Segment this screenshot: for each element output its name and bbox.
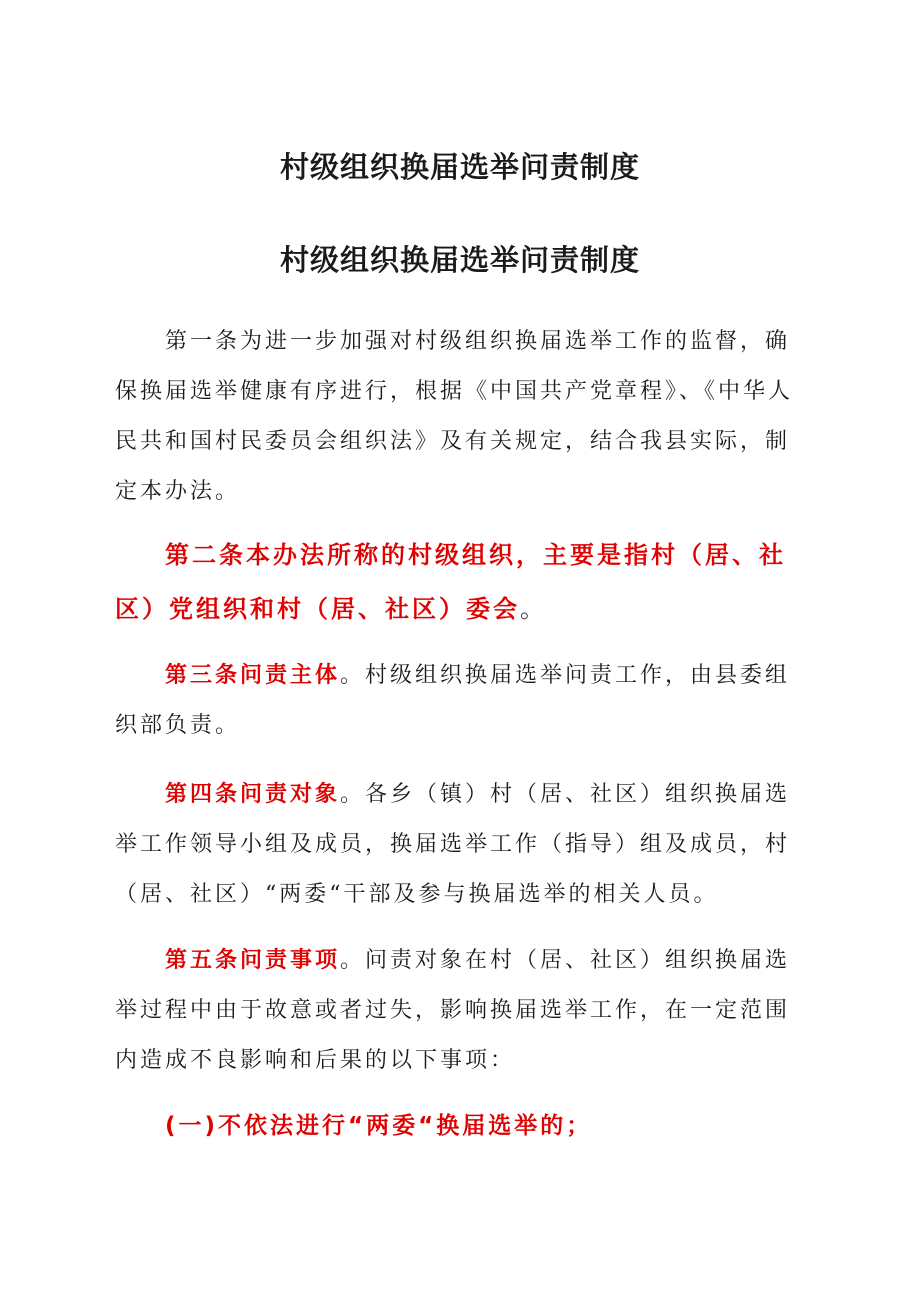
item-1-text: (一)不依法进行“两委“换届选举的； xyxy=(165,1113,593,1139)
item-1-paragraph xyxy=(115,1101,805,1151)
article-3-paragraph xyxy=(115,651,805,751)
article-2-paragraph xyxy=(115,528,805,636)
article-3-body: 。村级组织换届选举问责工作，由县委组织部负责。 xyxy=(115,663,791,738)
article-5-body: 。问责对象在村（居、社区）组织换届选举过程中由于故意或者过失，影响换届选举工作，在一定范围内造成不良影响和后果的以下事项： xyxy=(115,948,791,1073)
article-4-paragraph xyxy=(115,770,805,920)
article-1-paragraph xyxy=(115,317,805,517)
article-4-body: 。各乡（镇）村（居、社区）组织换届选举工作领导小组及成员，换届选举工作（指导）组及成员，村（居、社区）“两委“干部及参与换届选举的相关人员。 xyxy=(115,782,791,907)
article-1-text: 第一条为进一步加强对村级组织换届选举工作的监督，确保换届选举健康有序进行，根据《中国共产党章程》、《中华人民共和国村民委员会组织法》及有关规定，结合我县实际，制定本办法。 xyxy=(115,329,794,504)
article-5-heading: 第五条问责事项 xyxy=(165,948,341,973)
article-2-text: 第二条本办法所称的村级组织，主要是指村（居、社区）党组织和村（居、社区）委会 xyxy=(115,541,786,623)
article-2-tail: 。 xyxy=(520,595,547,623)
article-5-paragraph xyxy=(115,936,805,1086)
article-4-heading: 第四条问责对象 xyxy=(165,782,341,807)
article-3-heading: 第三条问责主体 xyxy=(165,663,341,688)
document-subtitle: 村级组织换届选举问责制度 xyxy=(279,243,640,277)
document-title: 村级组织换届选举问责制度 xyxy=(279,150,640,184)
